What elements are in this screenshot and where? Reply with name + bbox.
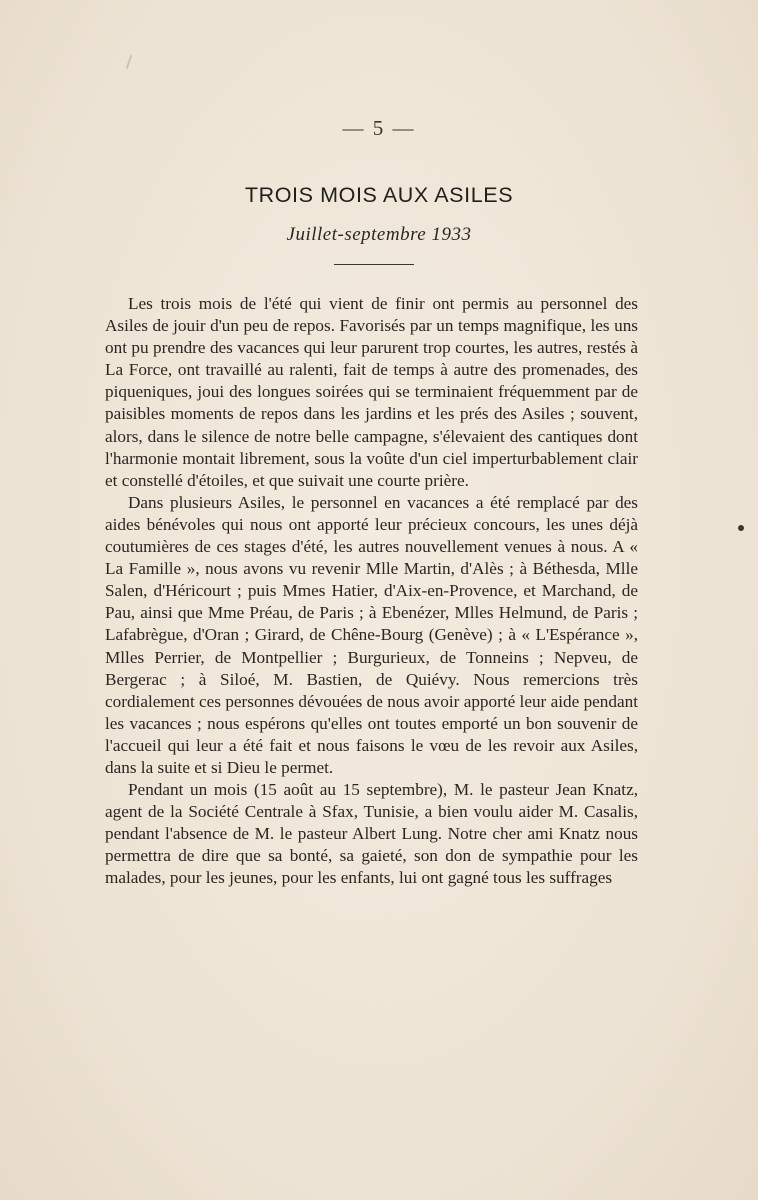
article-body: [105, 293, 638, 890]
paragraph: Les trois mois de l'été qui vient de finir ont permis au personnel des Asiles de jouir d'un peu de repos. Favorisés par un temps magnifique, les uns ont pu prendre des vacances qui leur parurent trop courtes, les autres, restés à La Force, ont travaillé au ralenti, fait de temps à autre des promenades, des piqueniques, joui des longues soirées qui se terminaient fréquemment par de paisibles moments de repos dans les jardins et les prés des Asiles ; souvent, alors, dans le silence de notre belle campagne, s'élevaient des cantiques dont l'harmonie montait librement, sous la voûte d'un ciel imperturbablement clair et constellé d'étoiles, et que suivait une courte prière.: [105, 294, 638, 490]
paragraph: Dans plusieurs Asiles, le personnel en vacances a été remplacé par des aides bénévoles qui nous ont apporté leur précieux concours, les unes déjà coutumières de ces stages d'été, les autres nouvellement venues à nous. A « La Famille », nous avons vu revenir Mlle Martin, d'Alès ; à Béthesda, Mlle Salen, d'Héricourt ; puis Mmes Hatier, d'Aix-en-Provence, et Marchand, de Pau, ainsi que Mme Préau, de Paris ; à Ebenézer, Mlles Helmund, de Paris ; Lafabrègue, d'Oran ; Girard, de Chêne-Bourg (Genève) ; à « L'Espérance », Mlles Perrier, de Montpellier ; Burgurieux, de Tonneins ; Nepveu, de Bergerac ; à Siloé, M. Bastien, de Quiévy. Nous remercions très cordialement ces personnes dévouées de nous avoir apporté leur aide pendant les vacances ; nous espérons qu'elles ont toutes emporté un bon souvenir de l'accueil qui leur a été fait et nous faisons le vœu de les revoir aux Asiles, dans la suite et si Dieu le permet.: [105, 492, 638, 777]
ink-dot: [738, 525, 744, 531]
pencil-mark: [126, 55, 132, 69]
page-subtitle: Juillet-septembre 1933: [286, 224, 472, 245]
title-divider: [334, 264, 414, 265]
page-number: — 5 —: [342, 116, 416, 140]
paragraph: Pendant un mois (15 août au 15 septembre), M. le pasteur Jean Knatz, agent de la Société Centrale à Sfax, Tunisie, a bien voulu aider M. Casalis, pendant l'absence de M. le pasteur Albert Lung. Notre cher ami Knatz nous permettra de dire que sa bonté, sa gaieté, son don de sympathie pour les malades, pour les jeunes, pour les enfants, lui ont gagné tous les suffrages: [105, 780, 638, 888]
page-title: TROIS MOIS AUX ASILES: [244, 183, 514, 207]
